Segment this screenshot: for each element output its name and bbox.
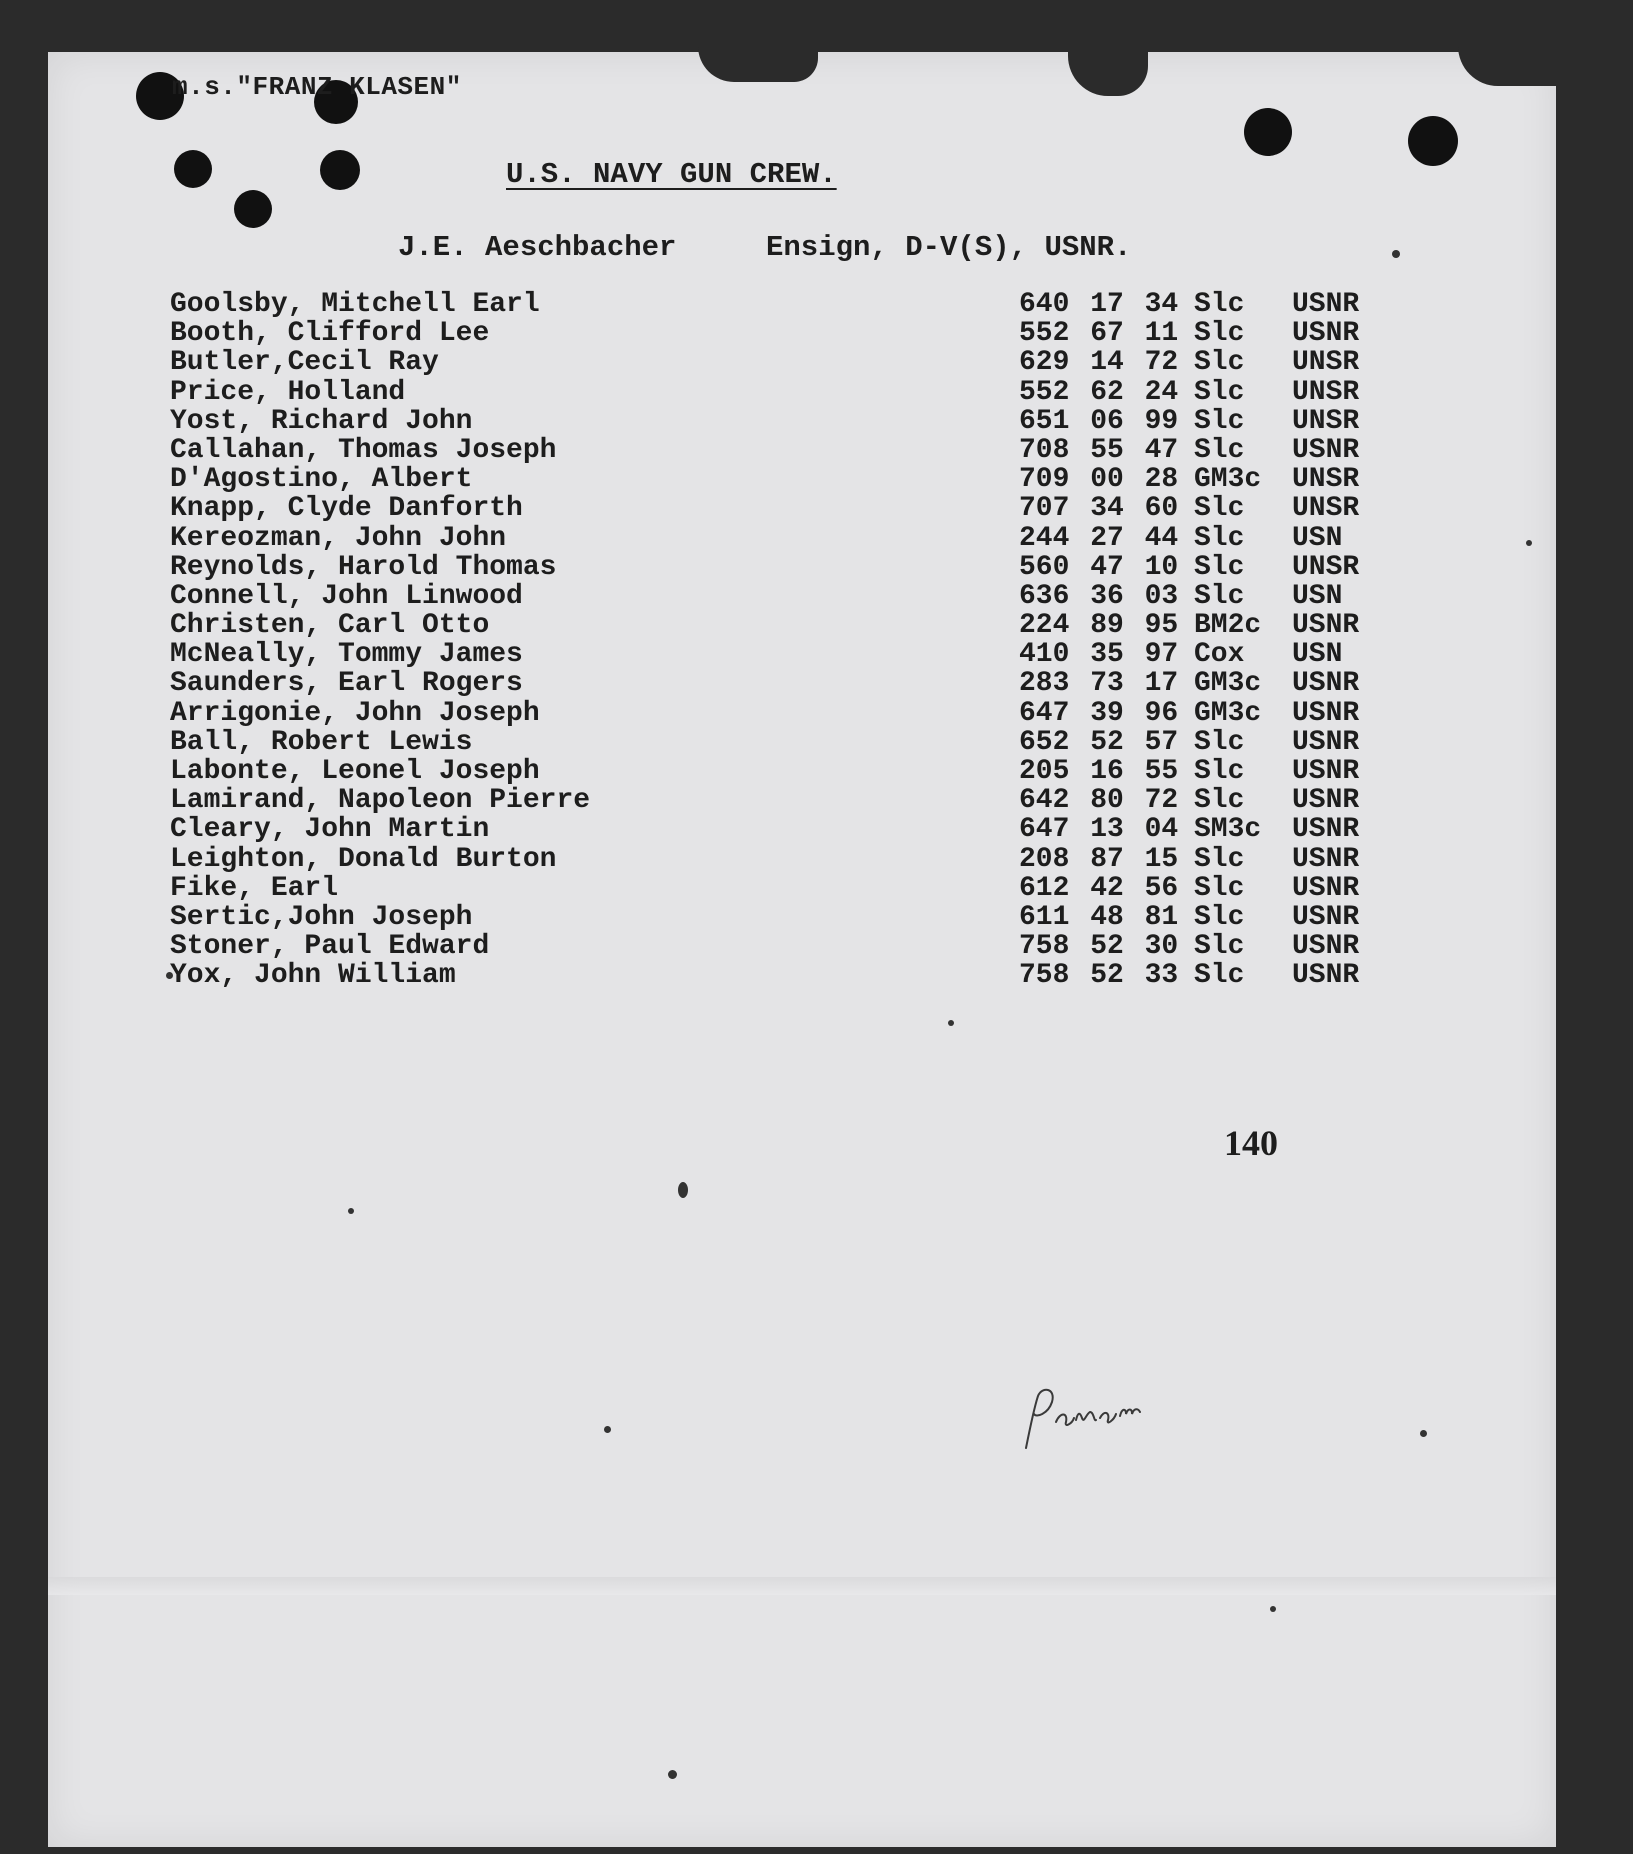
crew-row xyxy=(170,815,1390,844)
crew-row xyxy=(170,494,1390,523)
crew-serial-number: 758 52 33 xyxy=(1019,960,1179,992)
crew-branch: USNR xyxy=(1292,843,1360,875)
crew-row xyxy=(170,728,1390,757)
crew-branch: USNR xyxy=(1292,901,1360,933)
crew-branch: UNSR xyxy=(1292,405,1360,437)
crew-rate: Slc xyxy=(1194,376,1245,408)
paper-fold xyxy=(48,1577,1556,1595)
crew-serial-number: 224 89 95 xyxy=(1019,610,1179,642)
crew-row xyxy=(170,699,1390,728)
crew-row xyxy=(170,757,1390,786)
crew-name: Labonte, Leonel Joseph xyxy=(170,756,540,787)
officer-rank: Ensign, D-V(S), USNR. xyxy=(766,231,1132,264)
crew-row xyxy=(170,465,1390,494)
page-number: 140 xyxy=(1224,1123,1278,1163)
crew-row xyxy=(170,582,1390,611)
crew-name: Kereozman, John John xyxy=(170,522,507,554)
crew-serial-number: 611 48 81 xyxy=(1019,901,1179,933)
ink-speck xyxy=(1420,1430,1427,1437)
crew-name: Price, Holland xyxy=(170,376,406,408)
crew-name: Callahan, Thomas Joseph xyxy=(170,434,557,466)
crew-branch: USN xyxy=(1292,580,1343,612)
crew-rate: Slc xyxy=(1194,726,1245,758)
crew-branch: USNR xyxy=(1292,960,1360,992)
paper-tear xyxy=(698,46,818,82)
crew-row xyxy=(170,348,1390,377)
crew-branch: USNR xyxy=(1292,726,1360,758)
crew-branch: USNR xyxy=(1292,434,1360,466)
paper-tear xyxy=(1068,46,1148,96)
crew-branch: USNR xyxy=(1292,756,1360,787)
crew-name: Christen, Carl Otto xyxy=(170,610,490,642)
ink-speck xyxy=(668,1770,677,1779)
crew-rate: Slc xyxy=(1194,522,1245,554)
crew-rate: Slc xyxy=(1194,872,1245,904)
crew-row xyxy=(170,319,1390,348)
ship-name: m.s."FRANZ KLASEN" xyxy=(172,72,462,102)
crew-name: Yost, Richard John xyxy=(170,405,473,437)
crew-rate: GM3c xyxy=(1194,697,1262,729)
crew-name: Ball, Robert Lewis xyxy=(170,726,473,758)
crew-rate: Slc xyxy=(1194,405,1245,437)
crew-serial-number: 636 36 03 xyxy=(1019,580,1179,612)
crew-serial-number: 647 39 96 xyxy=(1019,697,1179,729)
crew-serial-number: 552 62 24 xyxy=(1019,376,1179,408)
crew-branch: USNR xyxy=(1292,610,1360,642)
crew-serial-number: 647 13 04 xyxy=(1019,814,1179,846)
crew-name: Saunders, Earl Rogers xyxy=(170,668,523,700)
crew-serial-number: 552 67 11 xyxy=(1019,318,1179,350)
crew-serial-number: 708 55 47 xyxy=(1019,434,1179,466)
crew-row xyxy=(170,903,1390,932)
crew-branch: UNSR xyxy=(1292,551,1360,583)
crew-rate: SM3c xyxy=(1194,814,1262,846)
crew-name: Booth, Clifford Lee xyxy=(170,318,490,350)
crew-name: D'Agostino, Albert xyxy=(170,464,473,496)
crew-row xyxy=(170,611,1390,640)
crew-branch: USN xyxy=(1292,522,1343,554)
ink-speck xyxy=(604,1426,611,1433)
crew-serial-number: 652 52 57 xyxy=(1019,726,1179,758)
crew-row xyxy=(170,553,1390,582)
crew-row xyxy=(170,524,1390,553)
crew-rate: Cox xyxy=(1194,639,1245,671)
crew-row xyxy=(170,436,1390,465)
crew-branch: USNR xyxy=(1292,697,1360,729)
crew-rate: Slc xyxy=(1194,901,1245,933)
crew-serial-number: 640 17 34 xyxy=(1019,289,1179,320)
punch-hole xyxy=(174,150,212,188)
crew-name: Arrigonie, John Joseph xyxy=(170,697,540,729)
crew-row xyxy=(170,290,1390,319)
crew-serial-number: 709 00 28 xyxy=(1019,464,1179,496)
crew-name: Leighton, Donald Burton xyxy=(170,843,557,875)
crew-rate: Slc xyxy=(1194,318,1245,350)
document-title: U.S. NAVY GUN CREW. xyxy=(506,158,837,191)
crew-roster xyxy=(170,290,1390,991)
ink-speck xyxy=(1270,1606,1276,1612)
crew-name: Sertic,John Joseph xyxy=(170,901,473,933)
crew-branch: USNR xyxy=(1292,668,1360,700)
crew-name: Connell, John Linwood xyxy=(170,580,523,612)
crew-name: Reynolds, Harold Thomas xyxy=(170,551,557,583)
crew-name: Stoner, Paul Edward xyxy=(170,931,490,963)
crew-branch: USNR xyxy=(1292,814,1360,846)
crew-rate: Slc xyxy=(1194,960,1245,992)
crew-name: Yox, John William xyxy=(170,960,456,992)
crew-name: Cleary, John Martin xyxy=(170,814,490,846)
punch-hole xyxy=(234,190,272,228)
crew-branch: USNR xyxy=(1292,289,1360,320)
crew-serial-number: 758 52 30 xyxy=(1019,931,1179,963)
crew-row xyxy=(170,961,1390,990)
crew-name: Butler,Cecil Ray xyxy=(170,347,439,379)
crew-row xyxy=(170,407,1390,436)
paper-tear xyxy=(1458,46,1558,86)
crew-name: Lamirand, Napoleon Pierre xyxy=(170,785,591,817)
crew-branch: USNR xyxy=(1292,931,1360,963)
crew-rate: Slc xyxy=(1194,289,1245,320)
crew-branch: UNSR xyxy=(1292,376,1360,408)
crew-rate: Slc xyxy=(1194,551,1245,583)
crew-serial-number: 205 16 55 xyxy=(1019,756,1179,787)
crew-serial-number: 629 14 72 xyxy=(1019,347,1179,379)
crew-rate: GM3c xyxy=(1194,668,1262,700)
crew-serial-number: 651 06 99 xyxy=(1019,405,1179,437)
crew-rate: Slc xyxy=(1194,580,1245,612)
crew-rate: Slc xyxy=(1194,931,1245,963)
crew-name: Fike, Earl xyxy=(170,872,339,904)
ink-speck xyxy=(948,1020,954,1026)
crew-name: Knapp, Clyde Danforth xyxy=(170,493,523,525)
crew-serial-number: 283 73 17 xyxy=(1019,668,1179,700)
crew-serial-number: 707 34 60 xyxy=(1019,493,1179,525)
crew-rate: Slc xyxy=(1194,843,1245,875)
crew-branch: USNR xyxy=(1292,318,1360,350)
crew-branch: USNR xyxy=(1292,785,1360,817)
crew-serial-number: 410 35 97 xyxy=(1019,639,1179,671)
crew-rate: Slc xyxy=(1194,756,1245,787)
crew-row xyxy=(170,640,1390,669)
crew-serial-number: 244 27 44 xyxy=(1019,522,1179,554)
crew-row xyxy=(170,932,1390,961)
crew-branch: UNSR xyxy=(1292,347,1360,379)
crew-row xyxy=(170,874,1390,903)
crew-serial-number: 642 80 72 xyxy=(1019,785,1179,817)
crew-serial-number: 560 47 10 xyxy=(1019,551,1179,583)
crew-serial-number: 612 42 56 xyxy=(1019,872,1179,904)
crew-row xyxy=(170,786,1390,815)
punch-hole xyxy=(1408,116,1458,166)
crew-rate: GM3c xyxy=(1194,464,1262,496)
punch-hole xyxy=(1244,108,1292,156)
ink-speck xyxy=(678,1182,688,1198)
crew-rate: Slc xyxy=(1194,493,1245,525)
handwritten-note-signature xyxy=(1016,1378,1166,1458)
crew-rate: Slc xyxy=(1194,347,1245,379)
officer-name: J.E. Aeschbacher xyxy=(398,231,677,264)
punch-hole xyxy=(320,150,360,190)
crew-rate: BM2c xyxy=(1194,610,1262,642)
crew-branch: UNSR xyxy=(1292,464,1360,496)
ink-speck xyxy=(1392,250,1400,258)
crew-row xyxy=(170,669,1390,698)
crew-row xyxy=(170,845,1390,874)
crew-name: Goolsby, Mitchell Earl xyxy=(170,289,540,320)
ink-speck xyxy=(348,1208,354,1214)
crew-serial-number: 208 87 15 xyxy=(1019,843,1179,875)
crew-rate: Slc xyxy=(1194,785,1245,817)
ink-speck xyxy=(1526,540,1532,546)
crew-row xyxy=(170,378,1390,407)
crew-rate: Slc xyxy=(1194,434,1245,466)
crew-branch: USN xyxy=(1292,639,1343,671)
crew-branch: UNSR xyxy=(1292,493,1360,525)
crew-name: McNeally, Tommy James xyxy=(170,639,523,671)
crew-branch: USNR xyxy=(1292,872,1360,904)
